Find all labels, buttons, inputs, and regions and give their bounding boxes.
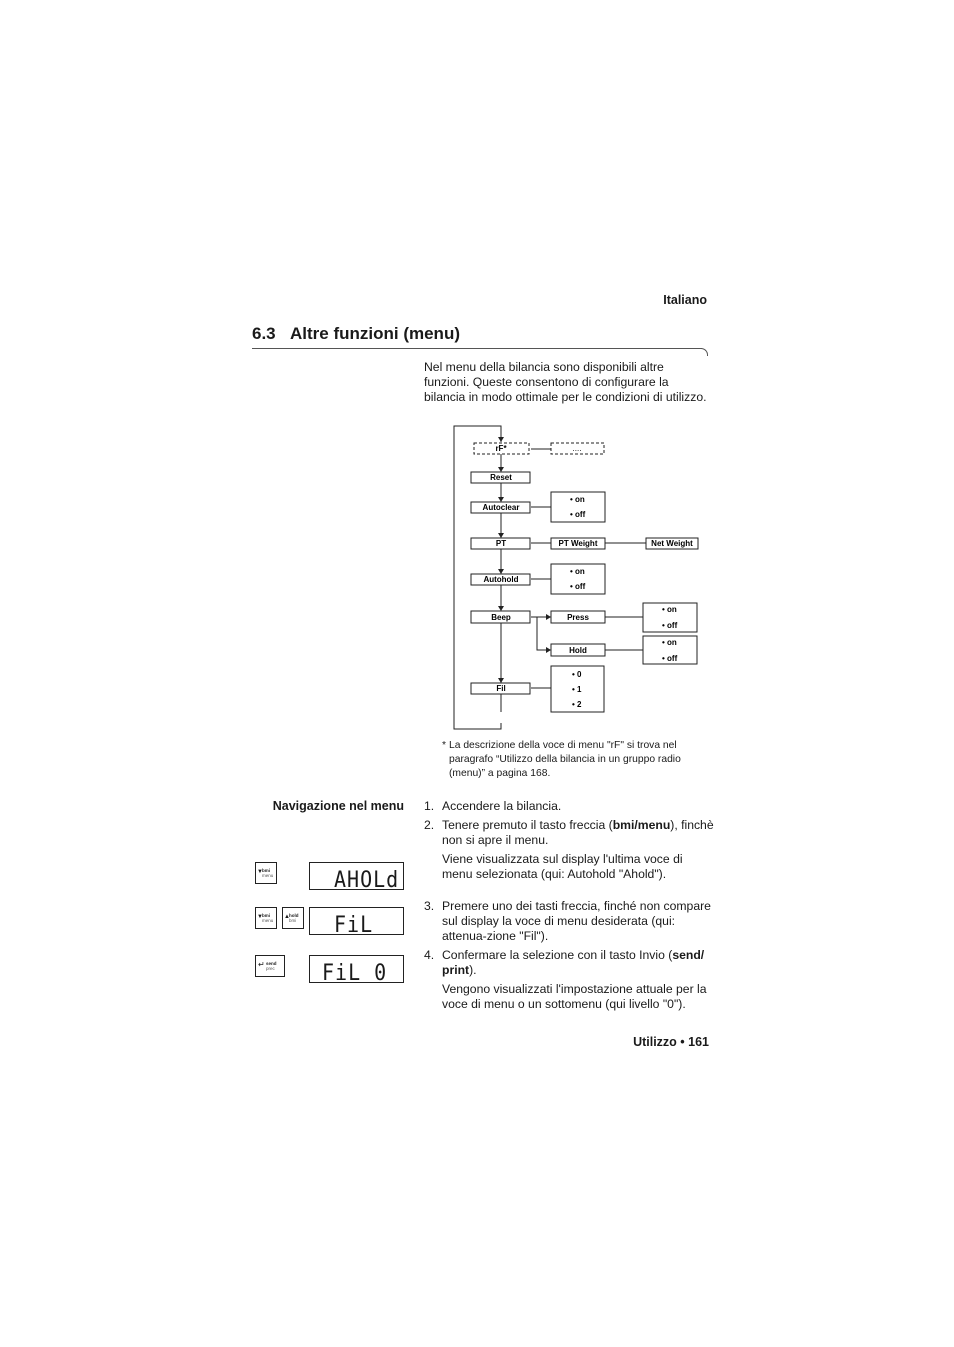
arrowhead-beep [498,606,504,611]
press-off: • off [662,621,678,630]
arrowhead-autoclear [498,497,504,502]
arrow-down-icon: ▼ [257,914,263,920]
step-text: Premere uno dei tasti freccia, finché non compare sul display la voce di menu desiderata (qui: attenua-zione "Fil"). [442,899,711,943]
dots-label: .... [572,444,582,453]
display-text: AHOLd [334,866,400,893]
ptweight-label: PT Weight [558,539,598,548]
footnote-mark: * [442,740,447,751]
hold-label: Hold [569,646,587,655]
display-fil-0 [309,955,404,986]
step-result: Vengono visualizzati l'impostazione attuale per la voce di menu o un sottomenu (qui livello "0"). [442,982,707,1011]
arrowhead-hold [546,647,551,653]
page-footer: Utilizzo • 161 [633,1035,709,1049]
autohold-label: Autohold [483,575,519,584]
section-heading [252,324,460,344]
intro-text: Nel menu della bilancia sono disponibili altre funzioni. Queste consentono di configurare la bilancia in modo ottimale per le condizioni di utilizzo. [424,360,707,404]
arrow-up-icon: ▲ [284,914,290,920]
arrowhead-reset [498,467,504,472]
display-text: FiL [334,911,374,938]
step-number: 4. [424,948,435,962]
step-number: 2. [424,818,435,832]
intro-paragraph [424,360,709,405]
autohold-on: • on [570,567,585,576]
hold-bmi-key-icon: ▲ hold bmi [282,907,304,929]
rf-label: rF* [495,444,507,453]
section-rule [252,348,702,349]
enter-icon: ↵ [258,960,265,969]
step-text: Tenere premuto il tasto freccia (bmi/menu), finchè non si apre il menu. [442,818,714,847]
press-on: • on [662,605,677,614]
bmi-menu-key-icon: ▼ bmi menu [255,862,277,884]
beep-label: Beep [491,613,511,622]
section-rule-hook [700,348,708,356]
step-1 [424,799,714,814]
fil-label: Fil [496,684,506,693]
step-number: 1. [424,799,435,813]
hold-on: • on [662,638,677,647]
key-name: bmi/menu [612,818,671,832]
press-label: Press [567,613,589,622]
arrow-down-icon: ▼ [257,869,263,875]
display-autohold [309,862,404,893]
section-title: Altre funzioni (menu) [290,324,460,343]
fil-opt-2: • 2 [572,700,582,709]
display-fil [309,907,404,938]
arrowhead-autohold [498,569,504,574]
display-text: FiL 0 [322,959,388,986]
autoclear-label: Autoclear [482,503,520,512]
send-print-key-icon: ↵ send prec [255,955,285,977]
arrowhead-press [546,614,551,620]
step-3 [424,899,714,944]
arrowhead-fil [498,678,504,683]
language-label: Italiano [663,293,707,307]
navigation-steps [424,799,714,1016]
step-number: 3. [424,899,435,913]
reset-label: Reset [490,473,512,482]
bmi-menu-key-icon: ▼ bmi menu [255,907,277,929]
footnote-text: La descrizione della voce di menu "rF" si trova nel paragrafo “Utilizzo della bilancia in un gruppo radio (menu)” a pagina 168. [449,740,681,779]
step-result: Viene visualizzata sul display l'ultima voce di menu selezionata (qui: Autohold "Ahold"). [442,852,683,881]
section-number: 6.3 [252,324,276,343]
autoclear-on: • on [570,495,585,504]
hold-off: • off [662,654,678,663]
step-text: Confermare la selezione con il tasto Invio (send/ print). [442,948,705,977]
autohold-off: • off [570,582,586,591]
fil-opt-0: • 0 [572,670,582,679]
navigation-heading: Navigazione nel menu [272,799,404,813]
key-name: send/ print [442,948,705,977]
netweight-label: Net Weight [651,539,693,548]
arrowhead-rf [498,437,504,442]
arrowhead-pt [498,533,504,538]
step-text: Accendere la bilancia. [442,799,562,813]
footnote [442,739,702,781]
menu-diagram [440,418,710,736]
conn-hold [537,617,551,650]
autoclear-off: • off [570,510,586,519]
step-4 [424,948,714,1012]
fil-opt-1: • 1 [572,685,582,694]
pt-label: PT [495,539,507,548]
step-2 [424,818,714,882]
